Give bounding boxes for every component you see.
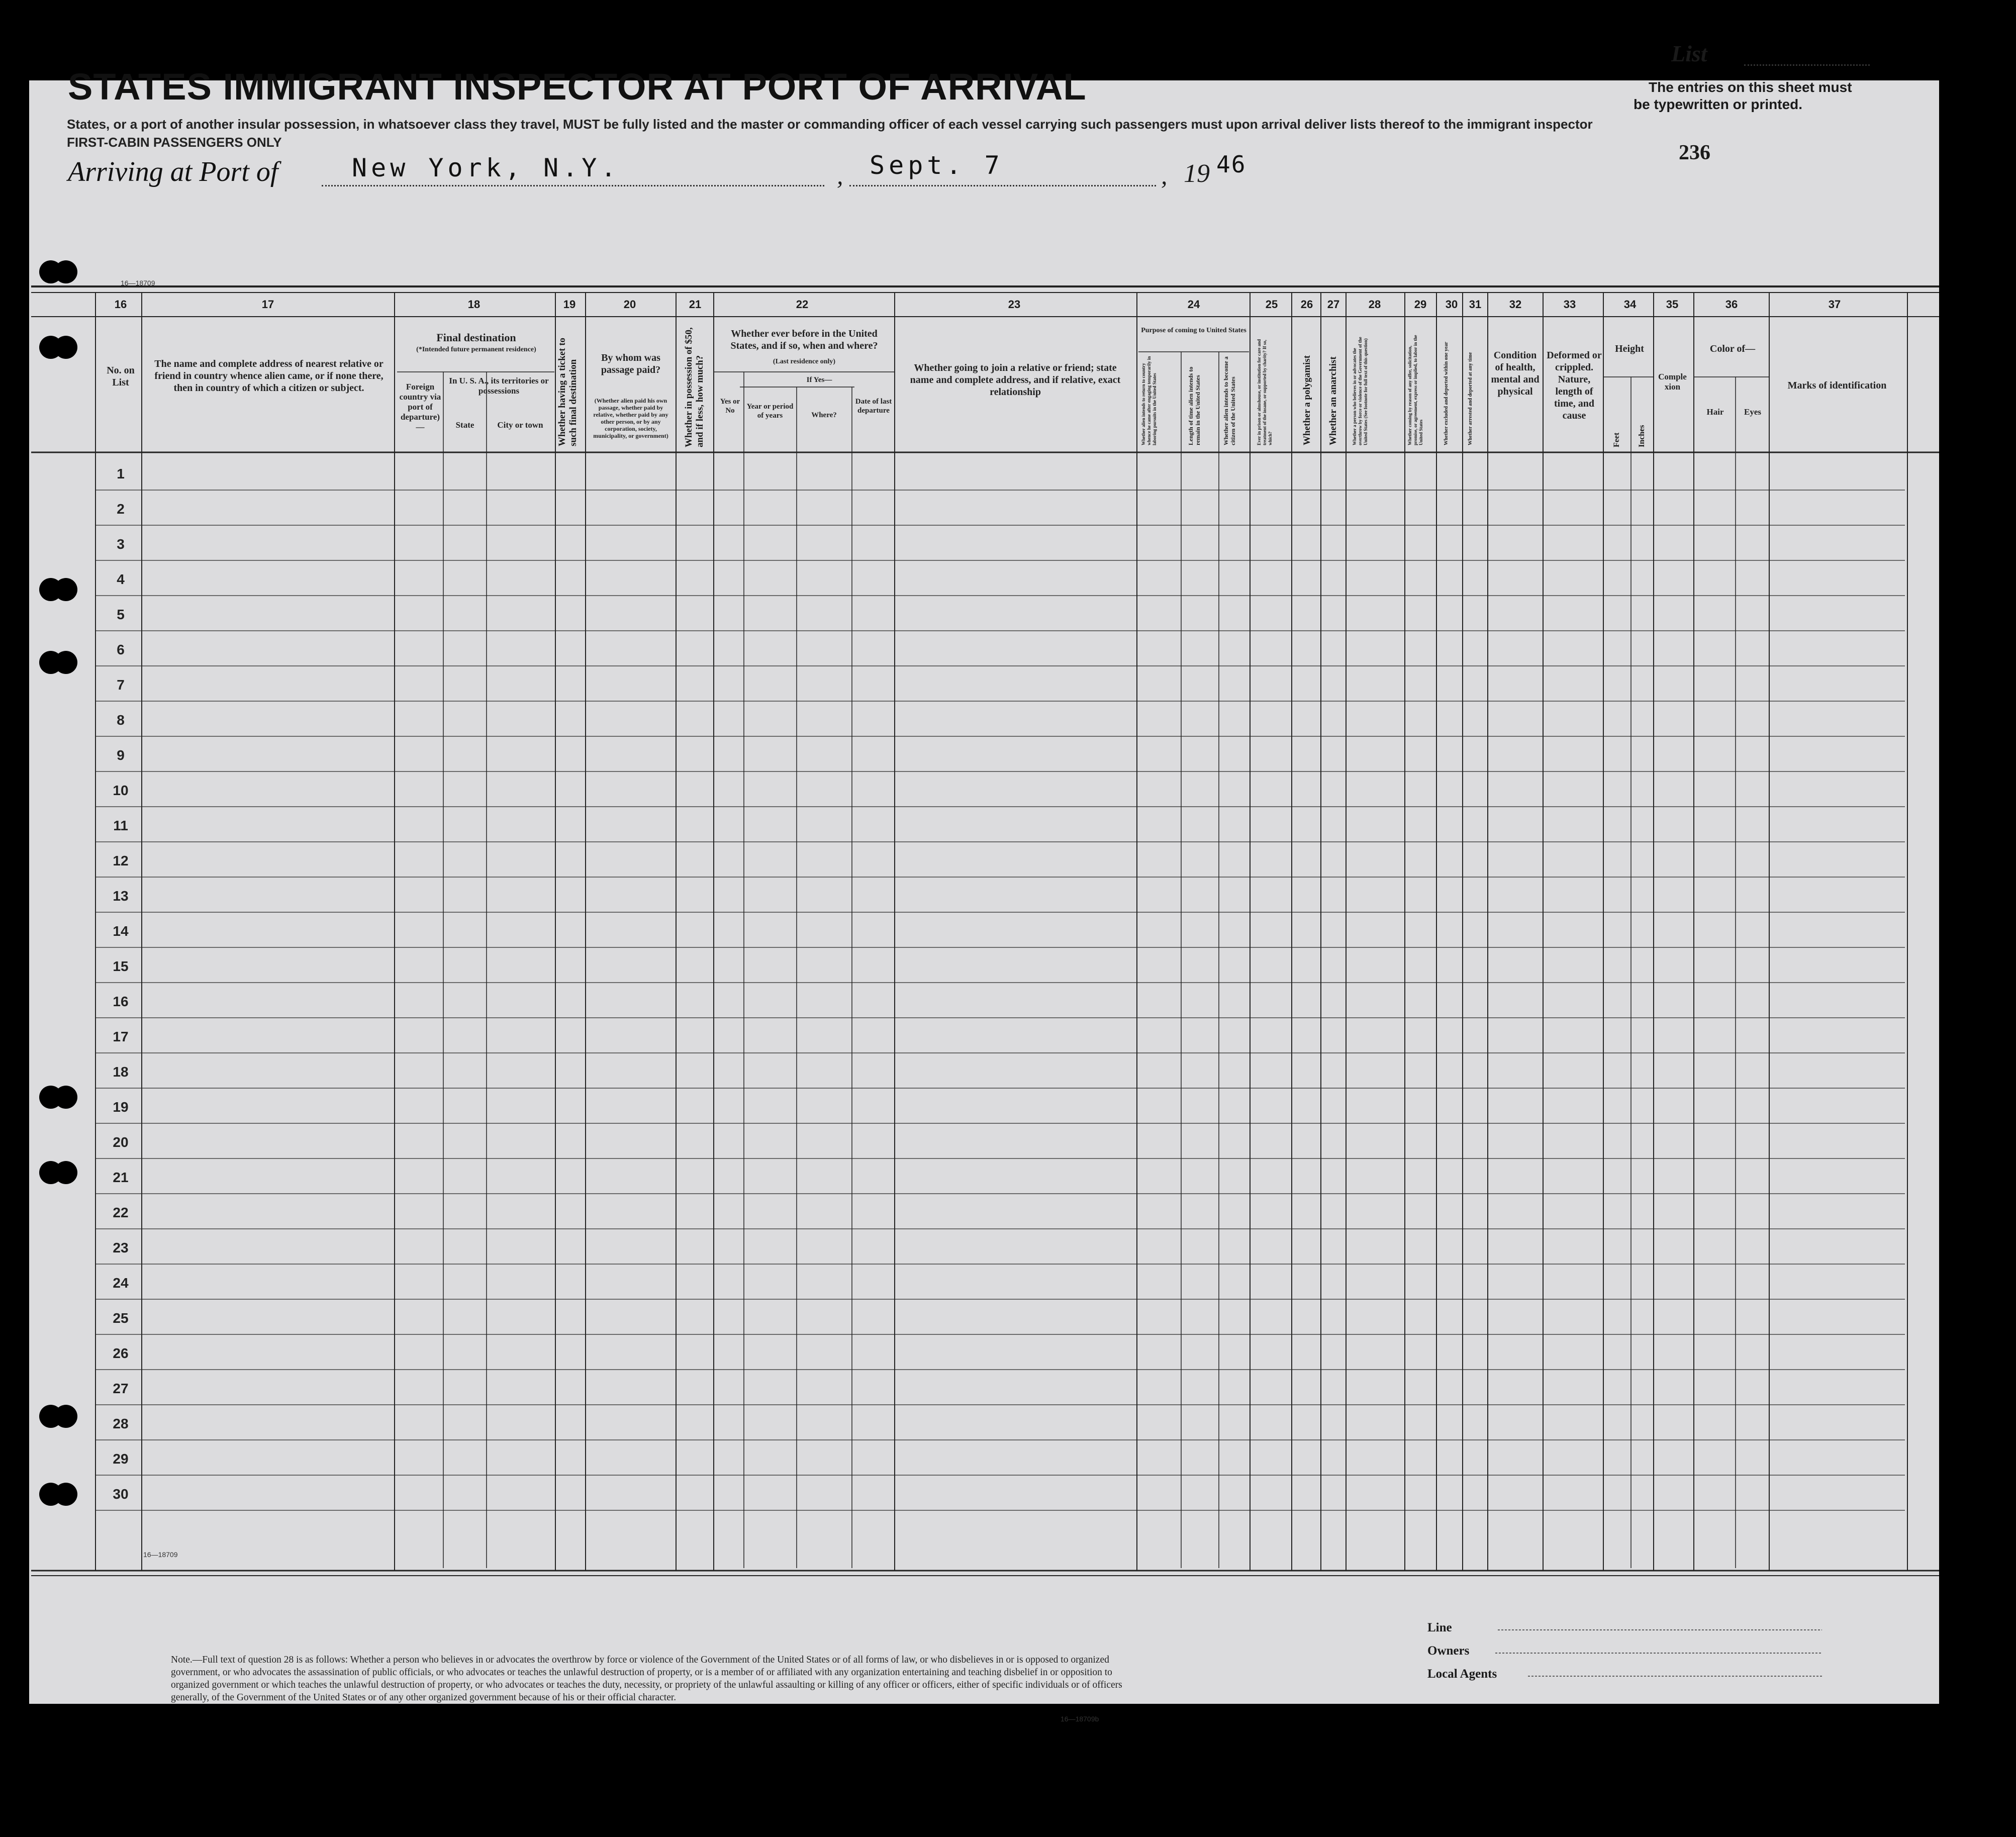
col-num-32: 32 [1509, 298, 1522, 311]
header-ticket: Whether having a ticket to such final destination [557, 337, 579, 446]
header-polygamist: Whether a polygamist [1302, 355, 1312, 445]
col-num-24: 24 [1187, 298, 1200, 311]
header-feet: Feet [1612, 432, 1621, 447]
row-number: 11 [113, 818, 128, 833]
header-join-relative: Whether going to join a relative or friend; state name and complete address, and if relative, exact relationship [910, 362, 1121, 398]
row-number: 30 [113, 1486, 129, 1502]
row-number: 28 [113, 1416, 129, 1431]
comma-sep-2: , [1161, 161, 1168, 189]
row-number: 18 [113, 1064, 129, 1080]
col-num-36: 36 [1725, 298, 1738, 311]
row-number: 19 [113, 1099, 129, 1115]
col-num-17: 17 [261, 298, 274, 311]
header-fifty-dollars: Whether in possession of $50, and if less, how much? [684, 327, 705, 447]
col-num-35: 35 [1666, 298, 1679, 311]
col-num-21: 21 [689, 298, 702, 311]
col-num-20: 20 [623, 298, 636, 311]
page-number: 236 [1679, 141, 1710, 164]
col-num-28: 28 [1368, 298, 1381, 311]
footnote-form-number: 16—18709b [1061, 1715, 1099, 1723]
header-hair: Hair [1706, 407, 1724, 417]
row-number: 5 [117, 607, 125, 622]
port-value[interactable]: New York, N.Y. [352, 153, 620, 182]
row-number: 20 [113, 1134, 129, 1150]
header-date-last-departure: Date of last departure [855, 398, 892, 415]
header-marks-identification: Marks of identification [1787, 380, 1887, 391]
col-num-34: 34 [1623, 298, 1637, 311]
row-number: 3 [117, 536, 125, 552]
header-state: State [455, 420, 474, 430]
col-num-22: 22 [796, 298, 809, 311]
row-number: 22 [113, 1205, 129, 1220]
header-arrested: Whether arrested and deported at any time [1468, 352, 1473, 445]
row-number: 24 [113, 1275, 129, 1291]
header-if-yes: If Yes— [806, 376, 832, 384]
row-number: 17 [113, 1029, 129, 1044]
row-number: 4 [117, 571, 125, 587]
row-number: 2 [117, 501, 125, 517]
header-purpose-length: Length of time alien intends to remain in the United States [1187, 366, 1201, 445]
form-number-bottom: 16—18709 [143, 1551, 178, 1559]
header-inches: Inches [1638, 425, 1646, 447]
col-num-19: 19 [563, 298, 576, 311]
row-number: 21 [113, 1170, 129, 1185]
page-title: STATES IMMIGRANT INSPECTOR AT PORT OF ARRIVAL [68, 66, 1087, 108]
header-city-town: City or town [497, 420, 543, 430]
header-complexion: Complexion [1658, 372, 1687, 392]
row-number: 23 [113, 1240, 129, 1255]
header-prison: Ever in prison or almshouse, or institution for care and treatment of the insane, or supported by charity? If so, which? [1257, 339, 1273, 445]
header-before-in-us: Whether ever before in the United States, and if so, when and where? [730, 328, 878, 351]
row-number: 1 [117, 466, 125, 481]
header-purpose-return: Whether alien intends to return to country whence he came after engaging temporarily in laboring pursuits in the United States [1141, 356, 1157, 445]
header-in-usa: In U. S. A., its territories or possessions [449, 376, 549, 396]
row-number: 29 [113, 1451, 129, 1467]
date-value[interactable]: Sept. 7 [870, 151, 1004, 180]
header-excluded: Whether excluded and deported within one year [1444, 342, 1449, 445]
row-number: 27 [113, 1381, 129, 1396]
form-number: 16—18709 [121, 279, 155, 287]
row-number: 16 [113, 994, 129, 1009]
comma-sep: , [837, 161, 843, 189]
header-passage-paid: By whom was passage paid? [601, 352, 661, 375]
local-agents-label: Local Agents [1427, 1667, 1497, 1681]
header-final-destination-note: (*Intended future permanent residence) [416, 346, 536, 353]
col-num-18: 18 [467, 298, 481, 311]
footnote-question-28: Note.—Full text of question 28 is as follows: Whether a person who believes in or advocates the overthrow by force or violence of the Government of the United States or of all forms of law, or who disbelieves in or is opposed to organized government, or who advocates the assassination of public officials, or who advocates or teaches the unlawful destruction of property, or is a member of or affiliated with any organization entertaining and teaching disbelief in or opposition to organized government or which teaches the unlawful destruction of property, or who advocates or teaches the duty, necessity, or propriety of the unlawful assaulting or killing of any officer or officers, either of specific individuals or of officers generally, of the Government of the United States or of any other organized government because of his or their official character. [171, 1655, 1122, 1703]
row-number: 26 [113, 1345, 129, 1361]
row-number: 7 [117, 677, 125, 693]
col-num-25: 25 [1265, 298, 1278, 311]
col-num-31: 31 [1469, 298, 1482, 311]
header-yes-or-no: Yes or No [720, 398, 740, 415]
header-purpose: Purpose of coming to United States [1141, 327, 1246, 334]
header-where: Where? [811, 411, 837, 419]
row-number: 13 [113, 888, 129, 904]
list-label: List [1671, 41, 1707, 66]
year-prefix: 19 [1184, 159, 1210, 188]
header-deformed: Deformed or crippled. Nature, length of time, and cause [1547, 350, 1602, 421]
row-number: 14 [113, 923, 129, 939]
col-num-16: 16 [114, 298, 127, 311]
col-num-37: 37 [1828, 298, 1841, 311]
header-eyes: Eyes [1744, 407, 1761, 417]
header-final-destination: Final destination [436, 331, 516, 344]
header-no-on-list: No. on List [107, 365, 135, 388]
header-health: Condition of health, mental and physical [1491, 350, 1540, 397]
row-number: 6 [117, 642, 125, 657]
row-number: 12 [113, 853, 129, 868]
year-value[interactable]: 46 [1216, 151, 1246, 178]
typewritten-note: The entries on this sheet must be typewritten or printed. [1634, 79, 1852, 112]
col-num-33: 33 [1563, 298, 1576, 311]
row-number: 9 [117, 747, 125, 763]
header-nearest-relative: The name and complete address of nearest relative or friend in country whence alien came, or if none there, then in country of which a citizen or subject. [154, 358, 383, 394]
line-label: Line [1427, 1621, 1452, 1634]
col-num-29: 29 [1414, 298, 1427, 311]
row-number: 8 [117, 712, 125, 728]
arriving-label: Arriving at Port of [68, 156, 278, 187]
row-number: 15 [113, 958, 129, 974]
header-passage-paid-note: (Whether alien paid his own passage, whether paid by relative, whether paid by any other person, or by any corporation, society, municipality, or government) [593, 397, 668, 439]
header-overthrow: Whether a person who believes in or advocates the overthrow by force or violence of the Government of the United States (See footnote for full text of this question) [1352, 337, 1368, 445]
header-foreign-country: Foreign country via port of departure)— [399, 382, 441, 432]
col-num-23: 23 [1008, 298, 1021, 311]
header-color-of: Color of— [1709, 343, 1756, 354]
header-purpose-citizen: Whether alien intends to become a citizen of the United States [1222, 356, 1236, 445]
header-year-period: Year or period of years [746, 403, 794, 420]
row-number: 10 [113, 783, 129, 798]
header-before-in-us-note: (Last residence only) [773, 358, 836, 365]
row-number: 25 [113, 1310, 129, 1326]
header-anarchist: Whether an anarchist [1328, 356, 1338, 445]
header-labor-offer: Whether coming by reason of any offer, solicitation, promise, or agreement, express or implied, to labor in the United States [1407, 335, 1423, 445]
instructions-line: States, or a port of another insular possession, in whatsoever class they travel, MUST be fully listed and the master or commanding officer of each vessel carrying such passengers must upon arrival deliver lists thereof to the immigrant inspector [67, 117, 1593, 132]
col-num-30: 30 [1445, 298, 1458, 311]
header-height: Height [1615, 343, 1644, 354]
col-num-27: 27 [1327, 298, 1340, 311]
owners-label: Owners [1427, 1644, 1470, 1658]
passenger-class-line: FIRST-CABIN PASSENGERS ONLY [67, 135, 282, 150]
col-num-26: 26 [1300, 298, 1313, 311]
